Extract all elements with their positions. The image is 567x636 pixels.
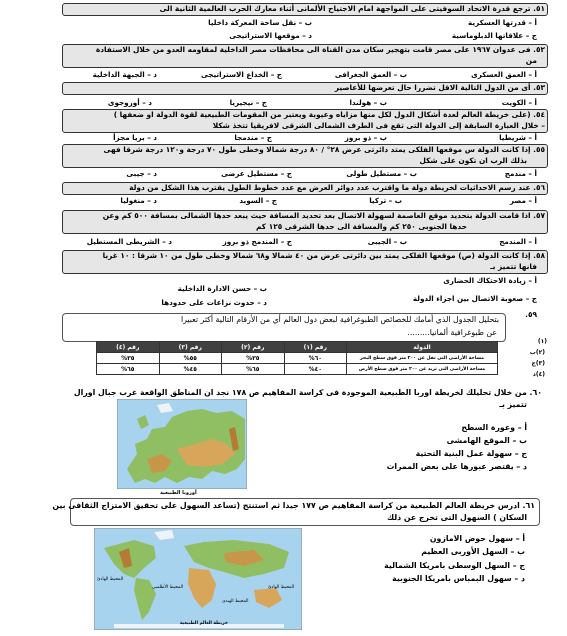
question-52-text-cont: من xyxy=(525,56,537,65)
question-61-text: ٦١. ادرس خريطة العالم الطبيعية من كراسة المفاهيم ص ١٧٧ جيدا ثم استنتج (تساعد السهول على تحقيق الامتزاج الثقافى بين xyxy=(52,501,535,510)
q60-option-b[interactable]: ب – الموقع الهامشى xyxy=(446,436,527,445)
q51-option-c[interactable]: ج – علاقاتها الدبلوماسية xyxy=(451,31,537,40)
world-map-title: خريطة العالم الطبيعية xyxy=(180,621,228,626)
q51-option-a[interactable]: أ – قدرتها العسكرية xyxy=(468,18,537,27)
question-61-text-cont: السكان ) السهول التى تخرج عن ذلك xyxy=(386,513,527,522)
q60-option-c[interactable]: ج – سهولة عمل البنية التحتية xyxy=(415,449,527,458)
question-59-text-cont: عن طبوغرافية ألمانيا......... xyxy=(407,328,497,337)
table-cell: ٣٥% xyxy=(222,353,285,364)
q52-option-b[interactable]: ب – العمق الجغرافى xyxy=(334,70,407,79)
table-cell: ٤٥% xyxy=(159,364,222,375)
question-55-text-cont: بذلك الرب ان تكون على شكل xyxy=(419,156,527,165)
q57-option-c[interactable]: ج – المندمج ذو بروز xyxy=(222,237,292,246)
table-cell: ٥٥% xyxy=(159,353,222,364)
world-map-label-indian: المحيط الهندى xyxy=(222,599,249,604)
europe-map-title: أوروبا الطبيعية xyxy=(160,490,197,496)
q53-option-c[interactable]: ج – نيجيريا xyxy=(229,98,267,107)
q53-option-b[interactable]: ب – هولندا xyxy=(349,98,387,107)
q58-option-b[interactable]: ب – حسن الادارة الداخلية xyxy=(177,284,267,293)
q61-option-a[interactable]: أ – سهول حوض الامازون xyxy=(429,534,525,543)
question-59-number: ٥٩. xyxy=(525,310,537,319)
q54-option-b[interactable]: ب – ذو بروز xyxy=(344,133,387,142)
world-map-label-atlantic: المحيط الأطلسى xyxy=(152,585,184,590)
question-55-text: ٥٥. إذا كانت الدولة س موقعها الفلكى يمتد دائرتى عرض ٢٨° / ٨٠ درجة شمالا وخطى طول ٧٠ درجة و١٢٠ درجة شرقا فهى xyxy=(103,145,545,154)
table-header-row xyxy=(97,342,498,353)
q53-option-d[interactable]: د – أوروجوى xyxy=(107,98,152,107)
question-54-text-cont: – خلال العبارة السابقة إلى الدولة التى تقع فى الطرف الشمالى الشرقى لافريقيا تتخذ شكلا xyxy=(212,121,545,130)
table-header-cell: رقم (٤) xyxy=(97,342,160,353)
q52-option-a[interactable]: أ – العمق العسكرى xyxy=(471,70,537,79)
q52-option-d[interactable]: د – الجبهة الداخلية xyxy=(92,70,157,79)
table-cell: ٦٠% xyxy=(284,353,347,364)
question-60-text: ٦٠. من خلال تحليلك لخريطة اوربا الطبيعية الموجودة فى كراسة المفاهيم ص ١٧٨ نجد ان المناطق الواقعة غرب جبال اورال xyxy=(73,388,542,397)
q54-option-d[interactable]: د – بريا مجزأ xyxy=(113,133,157,142)
q55-option-c[interactable]: ج – مستطيل عرضى xyxy=(221,169,292,178)
world-map-label-pacific-east: المحيط الهادئ xyxy=(268,585,295,590)
q57-option-b[interactable]: ب – الجيبى xyxy=(367,237,407,246)
topography-table xyxy=(96,341,498,375)
q58-option-a[interactable]: أ – زيادة الاحتكاك الحضارى xyxy=(443,276,537,285)
q56-option-c[interactable]: ج – السويد xyxy=(239,196,277,205)
q60-option-d[interactable]: د – يقتصر عبورها على بعض الممرات xyxy=(386,462,527,471)
q56-option-d[interactable]: د – منغوليا xyxy=(120,196,157,205)
table-cell: ٦٥% xyxy=(222,364,285,375)
q61-option-d[interactable]: د – سهول البمباس بامريكا الجنوبية xyxy=(392,574,525,583)
question-57-text-cont: حدها الجنوبى ٢٥٠ كم والمسافة الى حدها الشرقى ١٢٥ كم xyxy=(256,222,467,231)
question-58-text-cont: فانها تتميز بـ xyxy=(490,262,537,271)
table-cell: مساحة الأراضى التى تقل عن ٢٠٠ متر فوق سطح البحر xyxy=(347,353,498,364)
table-header-cell: رقم (٣) xyxy=(159,342,222,353)
q59-option-a[interactable]: (١) xyxy=(537,338,547,345)
q55-option-b[interactable]: ب – مستطيل طولى xyxy=(346,169,417,178)
question-53-text: ٥٣. أى من الدول التالية الاقل تضررا حال تعرضها للأعاصير xyxy=(334,83,545,92)
table-cell: ٦٥% xyxy=(97,364,160,375)
q51-option-d[interactable]: د – موقعها الاستراتيجى xyxy=(229,31,312,40)
q59-option-d[interactable]: (٤)د xyxy=(532,371,545,378)
q57-option-a[interactable]: أ – المندمج xyxy=(499,237,537,246)
question-60-text-cont: تتميز بـ xyxy=(499,400,527,409)
table-cell: ٣٥% xyxy=(97,353,160,364)
q55-option-d[interactable]: د – جيبى xyxy=(126,169,157,178)
table-header-cell: الدولة xyxy=(347,342,498,353)
q54-option-a[interactable]: أ – شريطيا xyxy=(499,133,537,142)
table-row xyxy=(97,364,498,375)
q61-option-c[interactable]: ج – السهل الوسطى بامريكا الشمالية xyxy=(384,561,525,570)
table-row xyxy=(97,353,498,364)
q56-option-b[interactable]: ب – تركيا xyxy=(369,196,402,205)
q54-option-c[interactable]: ج – مندمجا xyxy=(234,133,272,142)
q59-option-c[interactable]: (٣)ج xyxy=(531,360,545,367)
q57-option-d[interactable]: د – الشريطى المستطيل xyxy=(86,237,172,246)
table-header-cell: رقم (١) xyxy=(284,342,347,353)
world-map-label-pacific-west: المحيط الهادئ xyxy=(97,577,124,582)
q58-option-c[interactable]: ج – صعوبة الاتصال بين اجزاء الدولة xyxy=(412,294,537,303)
q59-option-b[interactable]: (٢)ب xyxy=(529,349,545,356)
question-57-text: ٥٧. اذا قامت الدولة بتحديد موقع العاصمة لسهولة الاتصال بعد تحديد المسافة حيث يبعد حدها الشمالى بمسافة ٥٠٠ كم وعن xyxy=(102,211,545,220)
q61-option-b[interactable]: ب – السهل الأوربى العظيم xyxy=(421,547,525,556)
europe-physical-map xyxy=(117,399,247,489)
question-58-text: ٥٨. إذا كانت الدولة (ص) موقعها الفلكى يمتد بين دائرتى عرض من ٤٠ شمالا و٦٨ شمالا وخطى طول من ١٠ شرقا : ١٠ غربا xyxy=(102,251,545,260)
q52-option-c[interactable]: ج – الخداع الاستراتيجى xyxy=(201,70,282,79)
question-59-text: بتحليل الجدول الذي أمامك للخصائص الطبوغرافية لبعض دول العالم أي من الأرقام التالية أكثر تعبيرا xyxy=(180,315,499,324)
q56-option-a[interactable]: أ – مصر xyxy=(509,196,537,205)
question-54-text: ٥٤. (على خريطة العالم لعدة أشكال الدول لكل منها مزاياه وعيوبة ويعتبر من المقومات الطبيعية لقوة الدولة او ضعفها ) xyxy=(113,110,545,119)
question-56-text: ٥٦. عند رسم الاحداثيات لخريطة دولة ما واقترب عدد دوائر العرض مع عدد خطوط الطول يقترب هذا الشكل من دولة xyxy=(129,183,545,192)
q55-option-a[interactable]: أ – مندمج xyxy=(504,169,537,178)
world-physical-map xyxy=(94,528,302,630)
table-cell: ٤٠% xyxy=(284,364,347,375)
question-51-text: ٥١. ترجع قدرة الاتحاد السوفيتى على المواجهة امام الاجتياح الألمانى أثناء معارك الحرب العالمية الثانية الى xyxy=(159,4,545,13)
q53-option-a[interactable]: أ – الكويت xyxy=(501,98,537,107)
table-cell: مساحة الأراضى التى تزيد عن ٢٠٠ متر فوق سطح الأرض xyxy=(347,364,498,375)
q60-option-a[interactable]: أ – وعورة السطح xyxy=(461,423,527,432)
q58-option-d[interactable]: د – حدوث نزاعات على حدودها xyxy=(161,298,267,307)
q51-option-b[interactable]: ب – نقل ساحة المعركة داخليا xyxy=(208,18,312,27)
table-header-cell: رقم (٢) xyxy=(222,342,285,353)
question-52-text: ٥٢. فى عدوان ١٩٦٧ على مصر قامت بتهجير سكان مدن القناة الى محافظات مصر الداخلية لمقاومه العدو من خلال الاستفادة xyxy=(95,45,545,54)
